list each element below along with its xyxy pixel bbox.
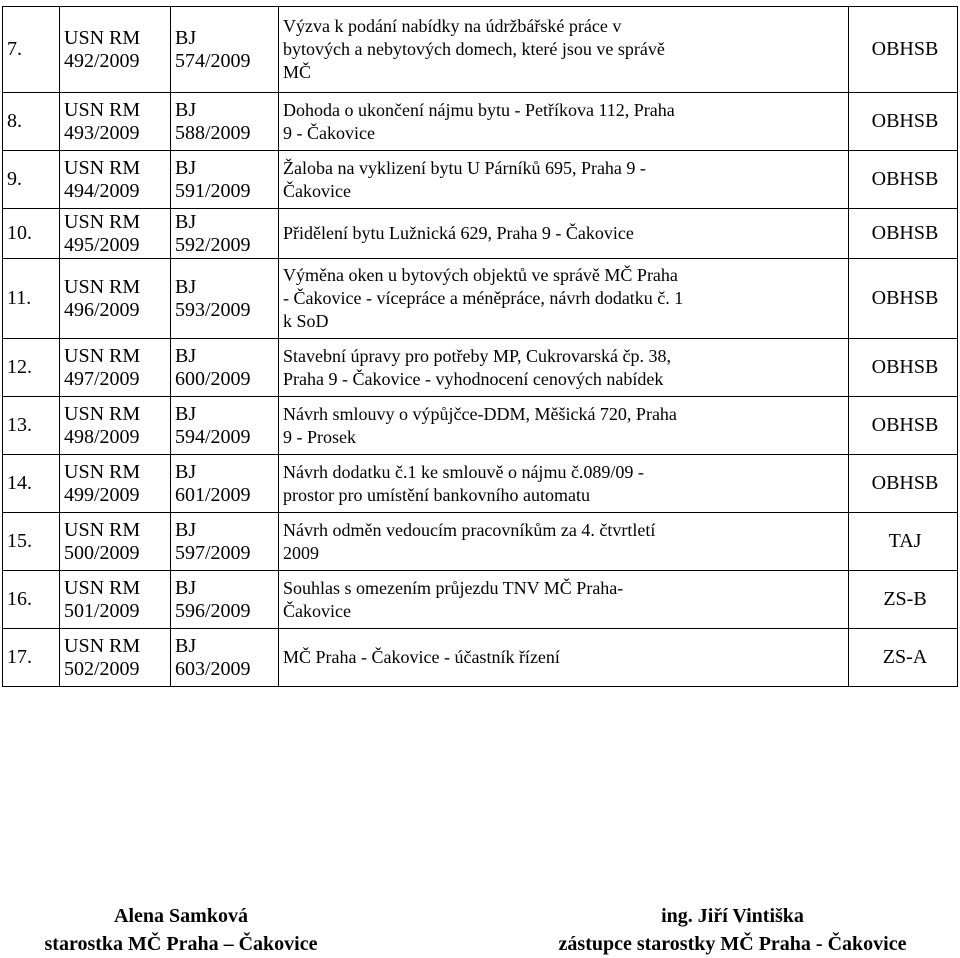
usn-number: 493/2009	[64, 121, 140, 144]
usn-label: USN RM	[64, 98, 141, 121]
responsible-department: OBHSB	[849, 93, 958, 151]
bj-number: 591/2009	[175, 179, 251, 202]
usn-number: 494/2009	[64, 179, 140, 202]
usn-number: 496/2009	[64, 298, 140, 321]
description-line: Dohoda o ukončení nájmu bytu - Petříkova 112, Praha	[283, 99, 675, 120]
resolution-usn-cell	[60, 571, 171, 629]
usn-number: 499/2009	[64, 483, 140, 506]
row-number: 14.	[3, 455, 60, 513]
signature-right-name: ing. Jiří Vintiška	[661, 905, 804, 927]
resolution-description	[279, 339, 849, 397]
resolution-bj-cell	[171, 397, 279, 455]
table-row	[3, 397, 958, 455]
description-line: Návrh odměn vedoucím pracovníkům za 4. čtvrtletí	[283, 519, 656, 540]
bj-number: 597/2009	[175, 541, 251, 564]
row-number: 16.	[3, 571, 60, 629]
description-line: Výzva k podání nabídky na údržbářské práce v	[283, 16, 622, 36]
resolution-usn-cell	[60, 339, 171, 397]
bj-label: BJ	[175, 344, 197, 367]
row-number: 11.	[3, 259, 60, 339]
bj-number: 574/2009	[175, 49, 251, 72]
resolution-usn-cell	[60, 259, 171, 339]
usn-label: USN RM	[64, 460, 141, 483]
resolution-description	[279, 629, 849, 687]
responsible-department: ZS-B	[849, 571, 958, 629]
description-line: Návrh smlouvy o výpůjčce-DDM, Měšická 720, Praha	[283, 403, 677, 424]
usn-label: USN RM	[64, 634, 141, 657]
bj-number: 594/2009	[175, 425, 251, 448]
bj-number: 603/2009	[175, 657, 251, 680]
responsible-department: OBHSB	[849, 209, 958, 259]
resolutions-table-body	[3, 7, 958, 687]
responsible-department: OBHSB	[849, 455, 958, 513]
usn-number: 498/2009	[64, 425, 140, 448]
resolution-usn-cell	[60, 93, 171, 151]
usn-number: 492/2009	[64, 49, 140, 72]
row-number: 8.	[3, 93, 60, 151]
bj-label: BJ	[175, 460, 197, 483]
table-row	[3, 259, 958, 339]
resolution-usn-cell	[60, 513, 171, 571]
responsible-department: OBHSB	[849, 151, 958, 209]
description-line: Čakovice	[283, 180, 351, 201]
resolution-usn-cell	[60, 455, 171, 513]
resolutions-table	[2, 6, 958, 687]
resolution-description	[279, 209, 849, 259]
description-line: MČ	[283, 62, 312, 82]
signature-right	[505, 902, 960, 958]
table-row	[3, 455, 958, 513]
bj-label: BJ	[175, 210, 197, 233]
signature-left-name: Alena Samková	[114, 905, 248, 927]
signature-left-title: starostka MČ Praha – Čakovice	[44, 933, 318, 955]
resolution-bj-cell	[171, 339, 279, 397]
usn-number: 501/2009	[64, 599, 140, 622]
resolution-description	[279, 259, 849, 339]
resolution-description	[279, 397, 849, 455]
responsible-department: OBHSB	[849, 339, 958, 397]
row-number: 12.	[3, 339, 60, 397]
resolution-description	[279, 513, 849, 571]
description-line: Čakovice	[283, 600, 351, 621]
usn-label: USN RM	[64, 576, 141, 599]
description-line: Návrh dodatku č.1 ke smlouvě o nájmu č.089/09 -	[283, 461, 644, 482]
description-line: Stavební úpravy pro potřeby MP, Cukrovarská čp. 38,	[283, 345, 671, 366]
table-row	[3, 571, 958, 629]
bj-label: BJ	[175, 634, 197, 657]
responsible-department: OBHSB	[849, 7, 958, 93]
responsible-department: OBHSB	[849, 397, 958, 455]
resolution-bj-cell	[171, 571, 279, 629]
description-line: k SoD	[283, 311, 329, 331]
description-line: 9 - Čakovice	[283, 122, 375, 143]
row-number: 17.	[3, 629, 60, 687]
description-line: 9 - Prosek	[283, 426, 356, 447]
resolution-description	[279, 455, 849, 513]
resolution-usn-cell	[60, 209, 171, 259]
description-line: MČ Praha - Čakovice - účastník řízení	[283, 647, 560, 667]
description-line: prostor pro umístění bankovního automatu	[283, 484, 590, 505]
table-row	[3, 93, 958, 151]
resolution-bj-cell	[171, 93, 279, 151]
usn-label: USN RM	[64, 518, 141, 541]
description-line: 2009	[283, 542, 319, 563]
row-number: 13.	[3, 397, 60, 455]
table-row	[3, 209, 958, 259]
usn-number: 502/2009	[64, 657, 140, 680]
signature-left	[0, 902, 362, 958]
resolution-bj-cell	[171, 151, 279, 209]
description-line: Souhlas s omezením průjezdu TNV MČ Praha-	[283, 577, 624, 598]
bj-label: BJ	[175, 518, 197, 541]
bj-number: 596/2009	[175, 599, 251, 622]
usn-label: USN RM	[64, 26, 141, 49]
usn-label: USN RM	[64, 156, 141, 179]
resolution-description	[279, 93, 849, 151]
usn-label: USN RM	[64, 402, 141, 425]
resolution-bj-cell	[171, 513, 279, 571]
bj-label: BJ	[175, 156, 197, 179]
signature-right-title: zástupce starostky MČ Praha - Čakovice	[558, 933, 907, 955]
usn-label: USN RM	[64, 210, 141, 233]
description-line: Přidělení bytu Lužnická 629, Praha 9 - Čakovice	[283, 223, 634, 243]
responsible-department: TAJ	[849, 513, 958, 571]
bj-number: 601/2009	[175, 483, 251, 506]
resolution-bj-cell	[171, 629, 279, 687]
resolution-usn-cell	[60, 629, 171, 687]
description-line: Žaloba na vyklizení bytu U Párníků 695, Praha 9 -	[283, 157, 646, 178]
resolution-bj-cell	[171, 209, 279, 259]
bj-label: BJ	[175, 98, 197, 121]
resolution-bj-cell	[171, 455, 279, 513]
bj-label: BJ	[175, 402, 197, 425]
row-number: 10.	[3, 209, 60, 259]
row-number: 15.	[3, 513, 60, 571]
resolution-description	[279, 571, 849, 629]
usn-number: 497/2009	[64, 367, 140, 390]
resolution-usn-cell	[60, 151, 171, 209]
table-row	[3, 513, 958, 571]
usn-label: USN RM	[64, 344, 141, 367]
description-line: - Čakovice - vícepráce a méněpráce, návrh dodatku č. 1	[283, 288, 684, 308]
table-row	[3, 151, 958, 209]
responsible-department: ZS-A	[849, 629, 958, 687]
resolution-description	[279, 7, 849, 93]
resolution-bj-cell	[171, 7, 279, 93]
resolution-bj-cell	[171, 259, 279, 339]
bj-number: 593/2009	[175, 298, 251, 321]
responsible-department: OBHSB	[849, 259, 958, 339]
usn-number: 495/2009	[64, 233, 140, 256]
table-row	[3, 7, 958, 93]
usn-number: 500/2009	[64, 541, 140, 564]
bj-number: 592/2009	[175, 233, 251, 256]
bj-label: BJ	[175, 275, 197, 298]
bj-number: 600/2009	[175, 367, 251, 390]
bj-label: BJ	[175, 26, 197, 49]
resolution-usn-cell	[60, 7, 171, 93]
bj-label: BJ	[175, 576, 197, 599]
description-line: bytových a nebytových domech, které jsou ve správě	[283, 39, 665, 59]
description-line: Výměna oken u bytových objektů ve správě MČ Praha	[283, 265, 678, 285]
resolution-description	[279, 151, 849, 209]
table-row	[3, 629, 958, 687]
bj-number: 588/2009	[175, 121, 251, 144]
usn-label: USN RM	[64, 275, 141, 298]
table-row	[3, 339, 958, 397]
description-line: Praha 9 - Čakovice - vyhodnocení cenových nabídek	[283, 368, 664, 389]
row-number: 7.	[3, 7, 60, 93]
row-number: 9.	[3, 151, 60, 209]
resolution-usn-cell	[60, 397, 171, 455]
